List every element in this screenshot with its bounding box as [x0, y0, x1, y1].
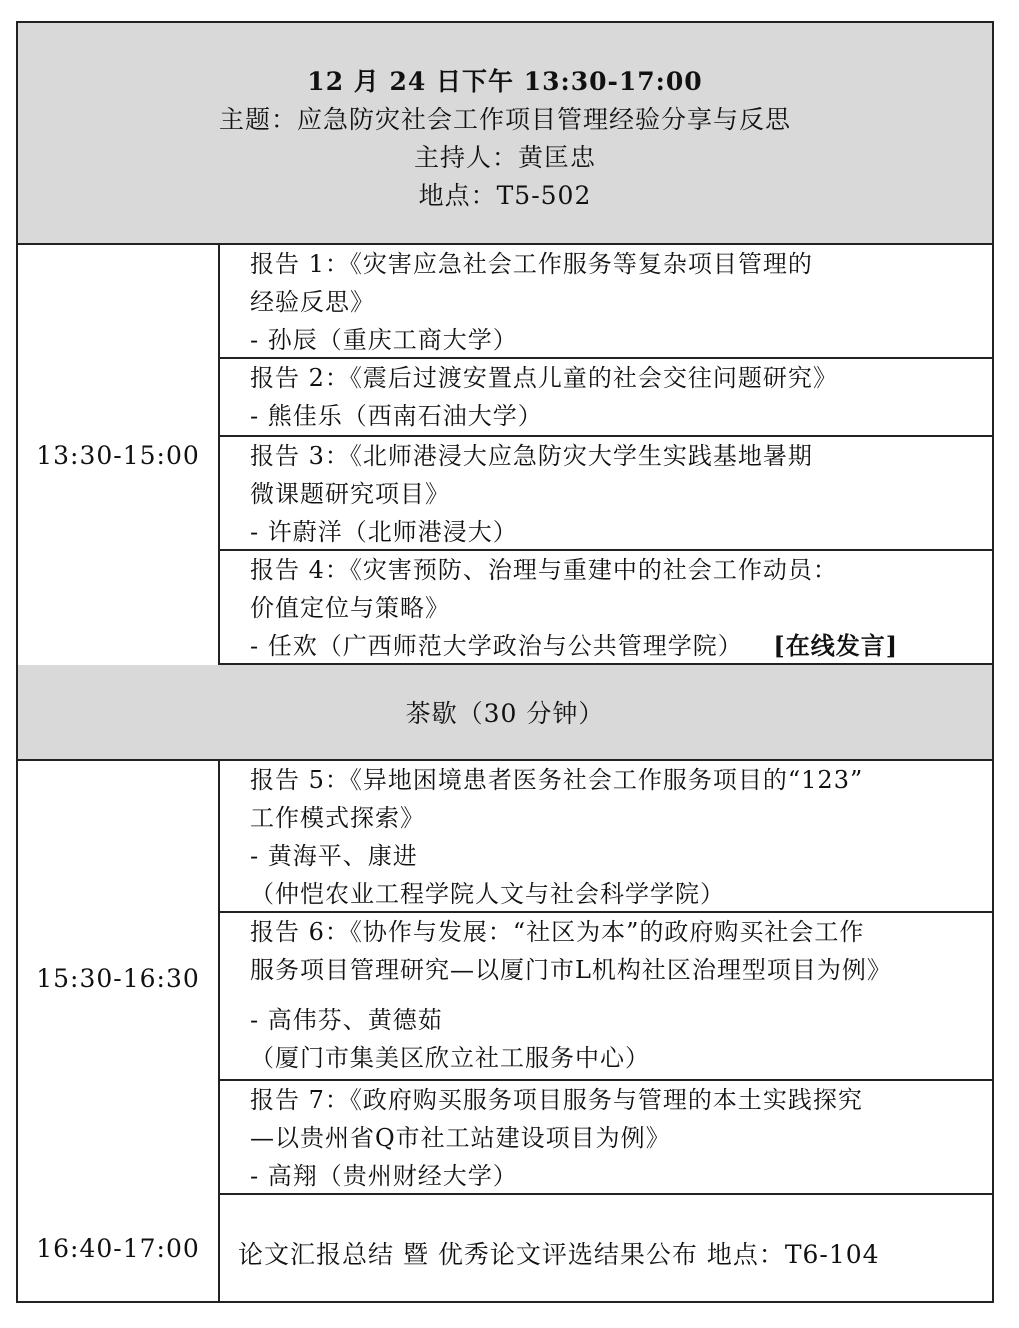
report-1-title-line1: 报告 1：《灾害应急社会工作服务等复杂项目管理的	[250, 250, 813, 278]
report-1-speaker: - 孙辰（重庆工商大学）	[250, 326, 518, 354]
report-4-speaker: - 任欢（广西师范大学政治与公共管理学院）	[250, 632, 743, 660]
report-2-speaker: - 熊佳乐（西南石油大学）	[250, 402, 543, 430]
report-2-title: 报告 2：《震后过渡安置点儿童的社会交往问题研究》	[250, 364, 838, 392]
report-6-affiliation: （厦门市集美区欣立社工服务中心）	[250, 1044, 650, 1072]
report-6-title-line1: 报告 6：《协作与发展：“社区为本”的政府购买社会工作	[250, 918, 865, 946]
tea-break: 茶歇（30 分钟）	[18, 665, 992, 761]
report-3-speaker: - 许蔚洋（北师港浸大）	[250, 518, 518, 546]
session-location: 地点：T5-502	[418, 181, 592, 210]
schedule-table	[16, 21, 994, 1303]
report-1	[220, 245, 992, 359]
session-header	[18, 23, 992, 245]
report-3-title-line1: 报告 3：《北师港浸大应急防灾大学生实践基地暑期	[250, 442, 813, 470]
session-theme: 主题：应急防灾社会工作项目管理经验分享与反思	[218, 105, 791, 134]
report-7-title-line1: 报告 7：《政府购买服务项目服务与管理的本土实践探究	[250, 1086, 863, 1114]
report-6-title-line2: 服务项目管理研究—以厦门市L机构社区治理型项目为例》	[250, 956, 892, 984]
session2-time: 15:30-16:30	[18, 761, 220, 1195]
report-4-speaker-row	[250, 627, 992, 665]
report-5-title-line1: 报告 5：《异地困境患者医务社会工作服务项目的“123”	[250, 766, 864, 794]
report-5-affiliation: （仲恺农业工程学院人文与社会科学学院）	[250, 880, 725, 908]
closing-text: 论文汇报总结 暨 优秀论文评选结果公布 地点：T6-104	[238, 1240, 880, 1269]
report-7-speaker: - 高翔（贵州财经大学）	[250, 1162, 518, 1190]
report-4-title-line2: 价值定位与策略》	[250, 594, 450, 622]
session-host: 主持人：黄匡忠	[413, 143, 596, 172]
closing-time: 16:40-17:00	[18, 1195, 220, 1301]
report-1-title-line2: 经验反思》	[250, 288, 375, 316]
report-5-title-line2: 工作模式探索》	[250, 804, 425, 832]
session1-time: 13:30-15:00	[18, 245, 220, 665]
report-5	[220, 761, 992, 913]
report-3-title-line2: 微课题研究项目》	[250, 480, 450, 508]
session-date-time: 12 月 24 日下午 13:30-17:00	[307, 67, 703, 96]
report-2	[220, 359, 992, 437]
report-6-speaker: - 高伟芬、黄德茹	[250, 1006, 443, 1034]
report-6	[220, 913, 992, 1081]
report-5-speaker: - 黄海平、康进	[250, 842, 418, 870]
report-4	[220, 551, 992, 665]
online-tag: [在线发言]	[773, 631, 899, 660]
report-3	[220, 437, 992, 551]
report-7-title-line2: —以贵州省Q市社工站建设项目为例》	[250, 1124, 671, 1152]
report-4-title-line1: 报告 4：《灾害预防、治理与重建中的社会工作动员：	[250, 556, 838, 584]
report-7	[220, 1081, 992, 1195]
